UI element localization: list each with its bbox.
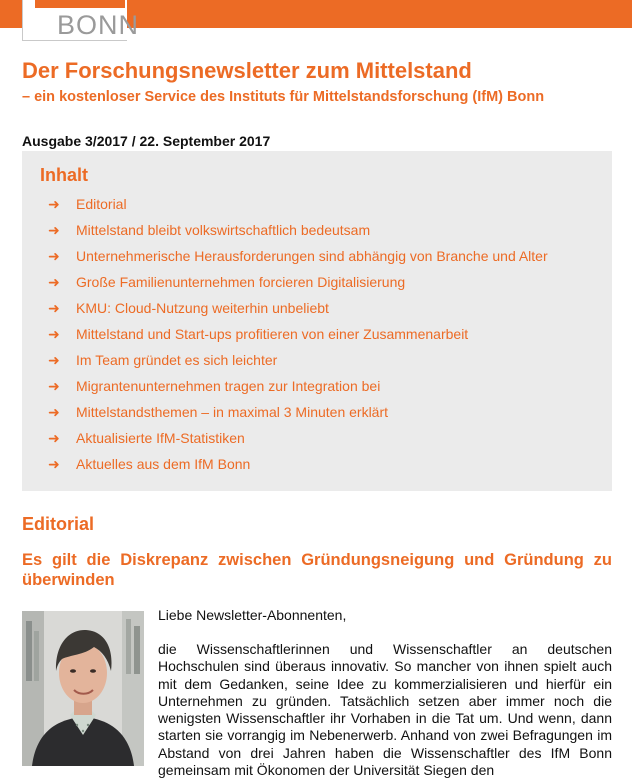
toc-list [48,195,548,481]
arrow-right-icon: ➜ [48,196,60,212]
logo-text: BONN [57,10,140,40]
arrow-right-icon: ➜ [48,222,60,238]
arrow-right-icon: ➜ [48,404,60,420]
toc-item-mittelstand[interactable] [48,221,548,247]
arrow-right-icon: ➜ [48,352,60,368]
toc-link[interactable]: Editorial [76,196,127,212]
author-photo [22,611,144,766]
arrow-right-icon: ➜ [48,378,60,394]
newsletter-subtitle: – ein kostenloser Service des Instituts für Mittelstandsforschung (IfM) Bonn [22,89,545,105]
toc-item-familienunternehmen[interactable] [48,273,548,299]
toc-item-statistiken[interactable] [48,429,548,455]
toc-item-team[interactable] [48,351,548,377]
toc-link[interactable]: Migrantenunternehmen tragen zur Integration bei [76,378,381,394]
logo-emblem [35,0,125,8]
toc-item-startups[interactable] [48,325,548,351]
arrow-right-icon: ➜ [48,430,60,446]
toc-heading: Inhalt [40,165,88,185]
toc-item-aktuelles[interactable] [48,455,548,481]
toc-item-editorial[interactable] [48,195,548,221]
toc-link[interactable]: Große Familienunternehmen forcieren Digitalisierung [76,274,406,290]
ifm-logo[interactable] [22,0,140,41]
greeting: Liebe Newsletter-Abonnenten, [158,607,347,623]
toc-link[interactable]: Mittelstandsthemen – in maximal 3 Minuten erklärt [76,404,389,420]
toc-link[interactable]: Aktualisierte IfM-Statistiken [76,430,245,446]
toc-item-herausforderungen[interactable] [48,247,548,273]
toc-link[interactable]: Unternehmerische Herausforderungen sind abhängig von Branche und Alter [76,248,548,264]
table-of-contents [22,151,612,491]
issue-date: Ausgabe 3/2017 / 22. September 2017 [22,133,271,149]
newsletter-title: Der Forschungsnewsletter zum Mittelstand [22,58,472,83]
arrow-right-icon: ➜ [48,274,60,290]
article-title: Es gilt die Diskrepanz zwischen Gründungsneigung und Gründung zu überwinden [22,551,612,589]
toc-item-themen[interactable] [48,403,548,429]
toc-item-migranten[interactable] [48,377,548,403]
editorial-body: die Wissenschaftlerinnen und Wissenschaftler an deutschen Hochschulen sind überaus innovativ. So mancher von ihnen spielt auch mit dem Gedanken, seine Idee zu kommerzialisieren und hierfür ein Unternehmen zu gründen. Tatsächlich setzen aber immer noch die wenigsten Wissenschaftler ihr Vorhaben in die Tat um. Und wenn, dann starten sie vorrangig im Nebenerwerb. Anhand von zwei Befragungen im Abstand von drei Jahren haben die Wissenschaftler des IfM Bonn gemeinsam mit Ökonomen der Universität Siegen den [158,641,612,779]
toc-link[interactable]: Aktuelles aus dem IfM Bonn [76,456,251,472]
toc-link[interactable]: Mittelstand bleibt volkswirtschaftlich bedeutsam [76,222,371,238]
arrow-right-icon: ➜ [48,326,60,342]
arrow-right-icon: ➜ [48,300,60,316]
arrow-right-icon: ➜ [48,248,60,264]
toc-item-cloud[interactable] [48,299,548,325]
toc-link[interactable]: Mittelstand und Start-ups profitieren von einer Zusammenarbeit [76,326,469,342]
portrait-image [22,611,144,766]
toc-link[interactable]: KMU: Cloud-Nutzung weiterhin unbeliebt [76,300,329,316]
editorial-heading: Editorial [22,514,95,534]
arrow-right-icon: ➜ [48,456,60,472]
toc-link[interactable]: Im Team gründet es sich leichter [76,352,278,368]
